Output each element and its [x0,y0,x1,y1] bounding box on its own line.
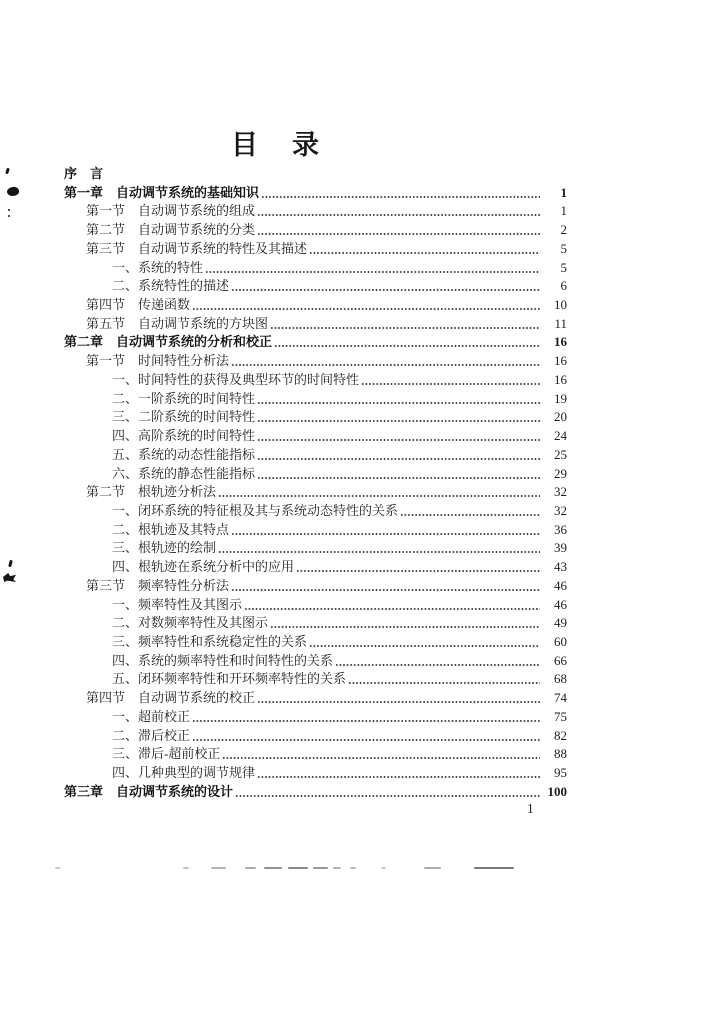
dot-leader [257,446,540,465]
toc-entry-label: 第三章 自动调节系统的设计 [64,783,234,799]
toc-list [64,165,567,801]
toc-entry-page: 95 [554,765,567,780]
toc-entry [64,596,567,615]
toc-entry [64,240,567,259]
toc-entry [64,521,567,540]
toc-entry-label: 四、系统的频率特性和时间特性的关系 [112,652,334,668]
dot-leader [231,277,540,296]
toc-entry [64,202,567,221]
toc-entry-label: 第四节 传递函数 [86,297,191,313]
toc-entry [64,689,567,708]
dot-leader [257,221,540,240]
dot-leader [235,783,540,802]
page-title-char: 目 [231,130,259,160]
toc-entry-page: 60 [554,633,567,649]
toc-entry [64,277,567,296]
scan-artifact-dash [381,867,386,869]
toc-entry [64,764,567,783]
toc-entry-page: 32 [554,502,567,518]
toc-entry-page: 16 [554,353,567,369]
toc-entry [64,184,567,203]
toc-entry-page: 11 [554,315,567,331]
dot-leader [192,296,540,315]
page-number: 1 [527,801,534,816]
toc-entry-label: 第四节 自动调节系统的校正 [86,690,256,706]
dot-leader [231,577,540,596]
dot-leader [274,333,540,352]
scan-artifact-dash [288,867,308,869]
toc-entry-page: 19 [554,390,567,406]
toc-entry [64,446,567,465]
toc-entry-label: 四、几种典型的调节规律 [112,765,256,780]
dot-leader [261,184,540,203]
toc-entry-page: 82 [554,727,567,743]
toc-entry-page: 16 [554,371,567,387]
scan-artifact-dash [183,867,189,869]
scan-artifact-dash [350,867,356,869]
toc-entry [64,465,567,484]
toc-entry [64,390,567,409]
ink-mark [8,560,13,568]
toc-entry-label: 第一章 自动调节系统的基础知识 [64,184,260,200]
toc-entry [64,427,567,446]
scan-artifact-dash [313,867,328,869]
toc-entry-page: 32 [554,484,567,500]
toc-entry-label: 三、二阶系统的时间特性 [112,409,256,425]
ink-mark [6,186,20,197]
toc-entry-label: 第一节 时间特性分析法 [86,353,230,369]
toc-entry-label: 第二节 根轨迹分析法 [86,484,217,500]
dot-leader [257,465,540,484]
toc-entry-label: 序 言 [64,166,104,181]
toc-entry-label: 一、频率特性及其图示 [112,596,243,612]
dot-leader [257,427,540,446]
toc-entry-label: 第三节 频率特性分析法 [86,577,230,593]
toc-entry-page: 100 [547,783,567,799]
toc-entry-label: 第二节 自动调节系统的分类 [86,222,256,238]
toc-entry [64,333,567,352]
toc-entry [64,670,567,689]
toc-entry-page: 68 [554,671,567,687]
dot-leader [257,408,540,427]
ink-mark [3,573,16,582]
toc-entry [64,296,567,315]
toc-entry-page: 46 [554,596,567,612]
toc-entry [64,408,567,427]
dot-leader [231,521,540,540]
toc-entry-label: 三、滞后-超前校正 [112,746,221,762]
toc-entry-label: 第三节 自动调节系统的特性及其描述 [86,240,308,256]
dot-leader [218,539,540,558]
toc-entry-label: 五、闭环频率特性和开环频率特性的关系 [112,671,347,687]
toc-entry [64,165,567,184]
toc-entry-page: 6 [560,278,567,294]
toc-entry-page: 39 [554,540,567,556]
toc-entry-page: 1 [560,184,567,200]
toc-entry-label: 一、闭环系统的特征根及其与系统动态特性的关系 [112,502,399,518]
toc-entry-label: 二、系统特性的描述 [112,278,230,294]
toc-entry [64,352,567,371]
toc-entry-label: 三、根轨迹的绘制 [112,540,217,556]
toc-entry [64,558,567,577]
dot-leader [205,259,540,278]
toc-entry-page: 5 [560,259,567,275]
scan-artifact-dash [264,867,282,869]
scan-artifact-dash [424,867,441,869]
dot-leader [257,202,540,221]
toc-entry [64,633,567,652]
dot-leader [222,745,540,764]
toc-entry-label: 六、系统的静态性能指标 [112,465,256,481]
toc-entry [64,483,567,502]
toc-entry [64,708,567,727]
scan-artifact-dash [55,867,60,869]
dot-leader [257,764,540,783]
toc-entry [64,539,567,558]
dot-leader [296,558,540,577]
ink-mark [5,168,10,175]
scan-artifact-dash [474,867,514,869]
toc-entry-label: 四、高阶系统的时间特性 [112,428,256,444]
toc-entry-label: 第五节 自动调节系统的方块图 [86,315,269,331]
toc-entry-label: 一、超前校正 [112,708,191,724]
dot-leader [231,352,540,371]
page-title-char: 录 [292,130,320,160]
dot-leader [361,371,540,390]
toc-entry [64,221,567,240]
toc-entry-label: 五、系统的动态性能指标 [112,446,256,462]
toc-entry [64,783,567,802]
toc-entry-label: 第一节 自动调节系统的组成 [86,203,256,219]
toc-entry-page: 88 [554,746,567,762]
toc-entry-page: 2 [560,222,567,238]
page-title [231,123,320,162]
scan-artifact-dash [211,867,226,869]
dot-leader [335,652,540,671]
toc-entry-page: 43 [554,559,567,575]
toc-entry-label: 第二章 自动调节系统的分析和校正 [64,334,273,350]
toc-entry-page: 74 [554,690,567,706]
toc-entry [64,371,567,390]
scan-artifact-dash [333,867,341,869]
dot-leader [192,727,540,746]
toc-entry-page: 20 [554,409,567,425]
toc-entry-label: 二、一阶系统的时间特性 [112,390,256,406]
toc-entry [64,315,567,334]
dot-leader [270,315,540,334]
dot-leader [218,483,540,502]
toc-entry-label: 四、根轨迹在系统分析中的应用 [112,559,295,575]
toc-entry-label: 二、根轨迹及其特点 [112,521,230,537]
toc-entry-label: 三、频率特性和系统稳定性的关系 [112,633,308,649]
toc-entry-label: 一、时间特性的获得及典型环节的时间特性 [112,371,360,387]
toc-entry [64,745,567,764]
toc-entry-page: 10 [554,297,567,313]
toc-entry-page: 16 [554,334,567,350]
toc-entry-page: 75 [554,708,567,724]
toc-entry-page: 66 [554,652,567,668]
scan-artifact-dash [245,867,256,869]
toc-entry [64,652,567,671]
toc-entry-label: 二、对数频率特性及其图示 [112,615,269,631]
dot-leader [257,689,540,708]
dot-leader [270,614,540,633]
toc-entry-page: 29 [554,465,567,481]
ink-mark [8,209,10,211]
toc-entry-page: 24 [554,428,567,444]
toc-entry [64,577,567,596]
toc-entry [64,502,567,521]
toc-entry [64,614,567,633]
toc-entry-page: 46 [554,577,567,593]
toc-entry-label: 二、滞后校正 [112,727,191,743]
toc-entry-page: 1 [560,203,567,219]
dot-leader [309,240,540,259]
toc-entry-page: 5 [560,240,567,256]
toc-entry-page: 36 [554,521,567,537]
dot-leader [309,633,540,652]
toc-entry [64,727,567,746]
dot-leader [348,670,540,689]
toc-entry-label: 一、系统的特性 [112,259,204,275]
dot-leader [192,708,540,727]
toc-entry-page: 49 [554,615,567,631]
dot-leader [400,502,540,521]
dot-leader [257,390,540,409]
toc-entry-page: 25 [554,446,567,462]
toc-entry [64,259,567,278]
dot-leader [244,596,540,615]
